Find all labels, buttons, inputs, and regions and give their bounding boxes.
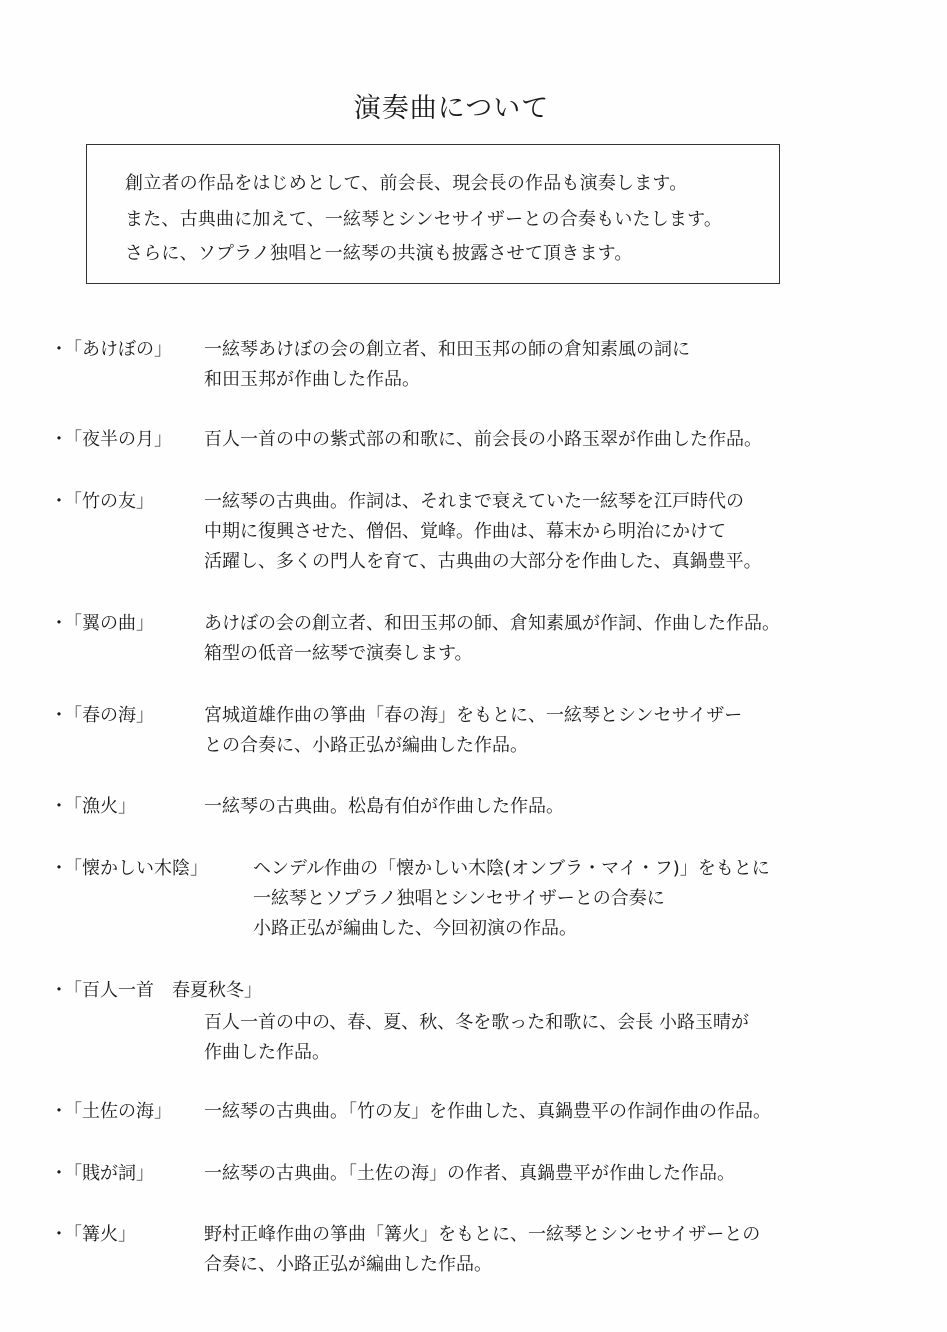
bullet-mark: ・ bbox=[50, 1224, 68, 1245]
description-line: との合奏に、小路正弘が編曲した作品。 bbox=[204, 735, 528, 756]
piece-description bbox=[204, 1220, 760, 1280]
description-line: 一絃琴の古典曲。作詞は、それまで衰えていた一絃琴を江戸時代の bbox=[204, 491, 744, 512]
description-line: ヘンデル作曲の「懐かしい木陰(オンブラ・マイ・フ)」をもとに bbox=[253, 858, 770, 879]
description-line: 活躍し、多くの門人を育て、古典曲の大部分を作曲した、真鍋豊平。 bbox=[204, 551, 762, 572]
piece-title: 「百人一首 春夏秋冬」 bbox=[64, 980, 262, 1001]
piece-title: 「春の海」 bbox=[64, 705, 154, 726]
piece-description bbox=[253, 854, 770, 944]
piece-description bbox=[204, 335, 690, 395]
piece-title: 「夜半の月」 bbox=[64, 429, 172, 450]
piece-title: 「翼の曲」 bbox=[64, 613, 154, 634]
piece-title: 「漁火」 bbox=[64, 796, 136, 817]
description-line: 百人一首の中の、春、夏、秋、冬を歌った和歌に、会長 小路玉晴が bbox=[204, 1012, 749, 1033]
intro-line: また、古典曲に加えて、一絃琴とシンセサイザーとの合奏もいたします。 bbox=[125, 209, 723, 230]
bullet-mark: ・ bbox=[50, 796, 68, 817]
piece-title: 「賎が詞」 bbox=[64, 1163, 154, 1184]
description-line: 小路正弘が編曲した、今回初演の作品。 bbox=[253, 918, 577, 939]
intro-line: さらに、ソプラノ独唱と一絃琴の共演も披露させて頂きます。 bbox=[125, 243, 633, 264]
bullet-mark: ・ bbox=[50, 858, 68, 879]
description-line: 中期に復興させた、僧侶、覚峰。作曲は、幕末から明治にかけて bbox=[204, 521, 726, 542]
piece-description bbox=[204, 1008, 749, 1068]
bullet-mark: ・ bbox=[50, 613, 68, 634]
description-line: 一絃琴あけぼの会の創立者、和田玉邦の師の倉知素風の詞に bbox=[204, 339, 690, 360]
description-line: 作曲した作品。 bbox=[204, 1042, 330, 1063]
description-line: 一絃琴の古典曲。松島有伯が作曲した作品。 bbox=[204, 796, 564, 817]
intro-line: 創立者の作品をはじめとして、前会長、現会長の作品も演奏します。 bbox=[125, 173, 688, 194]
piece-title: 「懐かしい木陰」 bbox=[64, 858, 208, 879]
intro-box bbox=[86, 144, 780, 284]
description-line: 一絃琴の古典曲。「土佐の海」の作者、真鍋豊平が作曲した作品。 bbox=[204, 1163, 735, 1184]
piece-description bbox=[204, 701, 742, 761]
piece-description bbox=[204, 792, 564, 822]
piece-description bbox=[204, 487, 762, 577]
description-line: 合奏に、小路正弘が編曲した作品。 bbox=[204, 1254, 492, 1275]
description-line: 宮城道雄作曲の箏曲「春の海」をもとに、一絃琴とシンセサイザー bbox=[204, 705, 743, 726]
piece-title: 「竹の友」 bbox=[64, 491, 154, 512]
page-title: 演奏曲について bbox=[353, 93, 550, 124]
bullet-mark: ・ bbox=[50, 339, 68, 360]
description-line: 和田玉邦が作曲した作品。 bbox=[204, 369, 420, 390]
description-line: 箱型の低音一絃琴で演奏します。 bbox=[204, 643, 473, 664]
bullet-mark: ・ bbox=[50, 1101, 68, 1122]
bullet-mark: ・ bbox=[50, 705, 68, 726]
description-line: 百人一首の中の紫式部の和歌に、前会長の小路玉翠が作曲した作品。 bbox=[204, 429, 762, 450]
piece-description bbox=[204, 1097, 771, 1127]
piece-title: 「あけぼの」 bbox=[64, 339, 172, 360]
bullet-mark: ・ bbox=[50, 491, 68, 512]
description-line: 一絃琴の古典曲。「竹の友」を作曲した、真鍋豊平の作詞作曲の作品。 bbox=[204, 1101, 771, 1122]
description-line: あけぼの会の創立者、和田玉邦の師、倉知素風が作詞、作曲した作品。 bbox=[204, 613, 780, 634]
description-line: 野村正峰作曲の箏曲「篝火」をもとに、一絃琴とシンセサイザーとの bbox=[204, 1224, 761, 1245]
piece-title: 「土佐の海」 bbox=[64, 1101, 172, 1122]
piece-description bbox=[204, 609, 780, 669]
description-line: 一絃琴とソプラノ独唱とシンセサイザーとの合奏に bbox=[253, 888, 665, 909]
piece-description bbox=[204, 425, 762, 455]
piece-description bbox=[204, 1159, 735, 1189]
piece-title: 「篝火」 bbox=[64, 1224, 136, 1245]
bullet-mark: ・ bbox=[50, 980, 68, 1001]
bullet-mark: ・ bbox=[50, 429, 68, 450]
bullet-mark: ・ bbox=[50, 1163, 68, 1184]
